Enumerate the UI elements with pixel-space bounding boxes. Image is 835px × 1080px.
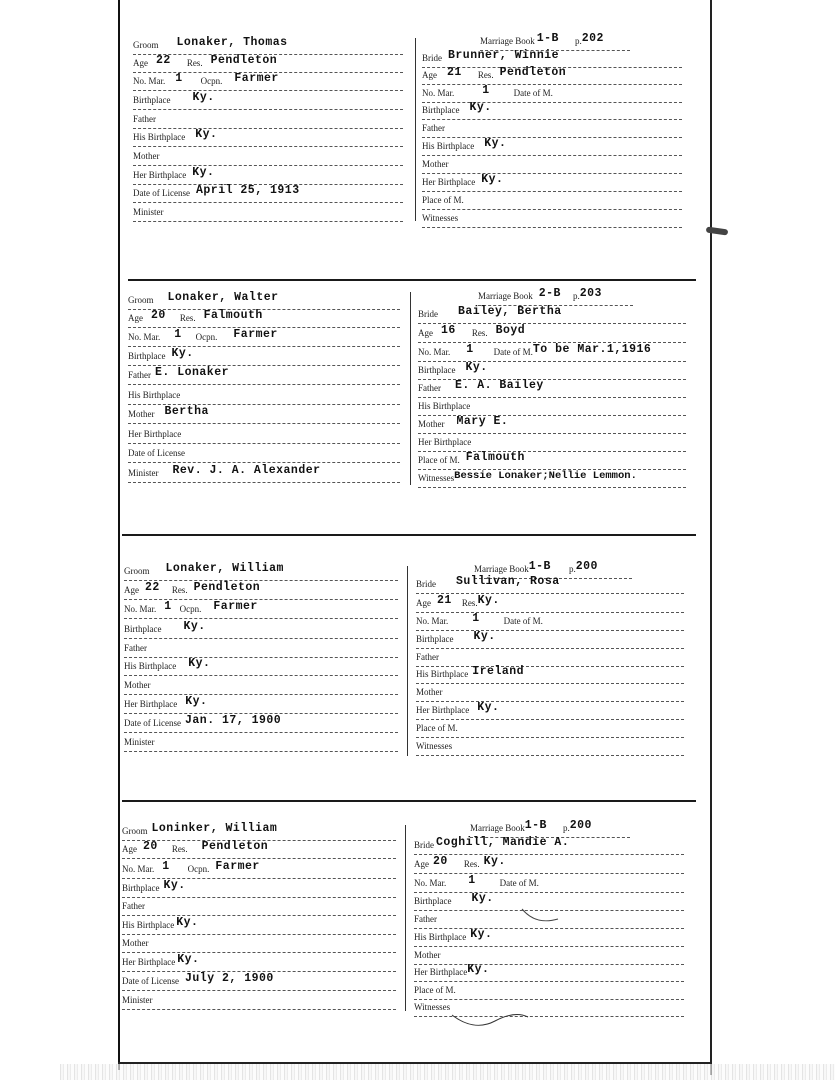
groom-age-res-line: Age 20 Res. Falmouth (128, 311, 400, 328)
bride-name: Sullivan, Rosa (456, 575, 560, 588)
bride-age-res-line: Age 20 Res. Ky. (414, 857, 684, 874)
bride-witnesses-line: Witnesses (414, 1000, 684, 1017)
groom-father: E. Lonaker (155, 366, 230, 379)
groom-date-of-license: April 25, 1913 (195, 184, 300, 197)
bride-her-birthplace-line: Her BirthplaceKy. (414, 965, 684, 982)
record-separator (122, 534, 696, 536)
bride-no-mar: 1 (472, 612, 480, 625)
marriage-book-number: 1-B (536, 32, 559, 45)
bride-his-birthplace: Ireland (472, 665, 525, 678)
bride-witnesses-line: WitnessesBessie Lonaker;Nellie Lemmon. (418, 471, 686, 488)
bride-age: 21 (447, 66, 462, 79)
bride-nomar-date-line: No. Mar. 1 Date of M. (422, 86, 682, 103)
groom-birthplace-line: Birthplace Ky. (133, 93, 403, 110)
record-separator (128, 279, 696, 281)
bride-place-of-m-line: Place of M. (416, 721, 684, 738)
groom-mother-line: Mother (122, 936, 396, 953)
groom-age-res-line: Age 20 Res. Pendleton (122, 842, 396, 859)
groom-father-line: Father (124, 641, 398, 658)
groom-name-line: Groom Lonaker, William (124, 564, 398, 581)
bride-place-of-m-line: Place of M. (414, 983, 684, 1000)
bride-father-line: Father (416, 650, 684, 667)
bride-his-birthplace-line: His Birthplace Ky. (414, 930, 684, 947)
groom-date-of-license: Jan. 17, 1900 (184, 714, 282, 727)
bride-birthplace-line: Birthplace Ky. (418, 363, 686, 380)
groom-ocpn: Farmer (234, 72, 279, 85)
bride-no-mar: 1 (482, 84, 490, 97)
groom-her-birthplace-line: Her Birthplace Ky. (122, 955, 396, 972)
bride-witnesses-line: Witnesses (416, 739, 684, 756)
pen-stroke-mark (450, 1005, 530, 1035)
bride-her-birthplace-line: Her Birthplace Ky. (422, 175, 682, 192)
marriage-book-page: 202 (581, 32, 604, 45)
bride-name-line: Bride Bailey, Bertha (418, 307, 686, 324)
bride-his-birthplace: Ky. (470, 928, 493, 941)
groom-ocpn: Farmer (215, 860, 260, 873)
groom-name-line: Groom Lonaker, Thomas (133, 38, 403, 55)
groom-birthplace: Ky. (171, 347, 194, 360)
groom-no-mar: 1 (162, 860, 170, 873)
column-divider (407, 566, 408, 756)
groom-nomar-ocpn-line: No. Mar. 1 Ocpn. Farmer (128, 330, 400, 347)
bride-age-res-line: Age 16 Res. Boyd (418, 326, 686, 343)
groom-no-mar: 1 (174, 328, 182, 341)
groom-license-line: Date of License July 2, 1900 (122, 974, 396, 991)
bride-res: Ky. (483, 855, 506, 868)
groom-his-birthplace: Ky. (195, 128, 218, 141)
groom-minister-line: Minister (122, 993, 396, 1010)
groom-age: 20 (151, 309, 166, 322)
groom-minister-line: Minister (124, 735, 398, 752)
groom-name: Lonaker, Thomas (176, 36, 288, 49)
page-edge-left (118, 0, 120, 1070)
bride-nomar-date-line: No. Mar. 1 Date of M. (416, 614, 684, 631)
bride-father: E. A. Bailey (455, 379, 544, 392)
bride-age-res-line: Age 21 Res. Pendleton (422, 68, 682, 85)
bride-name-line: Bride Brunner, Winnie (422, 51, 682, 68)
bride-name-line: Bride Coghill, Mandie A. (414, 838, 684, 855)
bride-his-birthplace-line: His Birthplace Ireland (416, 667, 684, 684)
record-separator (122, 800, 696, 802)
column-divider (405, 825, 406, 1011)
marriage-book-line: Marriage Book1-B p.200 (470, 821, 630, 838)
bride-res: Ky. (477, 594, 500, 607)
bride-date-of-m: To be Mar.1,1916 (532, 343, 652, 356)
groom-name: Lonaker, Walter (167, 291, 279, 304)
groom-no-mar: 1 (175, 72, 183, 85)
groom-no-mar: 1 (164, 600, 172, 613)
bride-place-of-m: Falmouth (465, 451, 525, 464)
groom-minister: Rev. J. A. Alexander (172, 464, 321, 477)
column-divider (410, 292, 411, 485)
bride-name: Bailey, Bertha (458, 305, 562, 318)
bride-name-line: Bride Sullivan, Rosa (416, 577, 684, 594)
bride-nomar-date-line: No. Mar. 1 Date of M. (414, 876, 684, 893)
groom-minister-line: Minister (133, 205, 403, 222)
groom-age: 22 (156, 54, 171, 67)
bride-birthplace-line: Birthplace Ky. (416, 632, 684, 649)
bride-birthplace: Ky. (469, 101, 492, 114)
bride-name: Coghill, Mandie A. (436, 836, 570, 849)
marriage-book-number: 2-B (538, 287, 561, 300)
bride-mother-line: Mother (422, 157, 682, 174)
groom-mother: Bertha (164, 405, 209, 418)
groom-age-res-line: Age 22 Res. Pendleton (133, 56, 403, 73)
groom-nomar-ocpn-line: No. Mar. 1 Ocpn. Farmer (133, 74, 403, 91)
bride-place-of-m-line: Place of M. (422, 193, 682, 210)
groom-birthplace-line: Birthplace Ky. (124, 622, 398, 639)
groom-license-line: Date of License (128, 446, 400, 463)
groom-license-line: Date of License Jan. 17, 1900 (124, 716, 398, 733)
groom-name: Lonaker, William (165, 562, 284, 575)
pen-stroke-mark (520, 905, 560, 925)
bride-witnesses-line: Witnesses (422, 211, 682, 228)
bride-age-res-line: Age 21 Res.Ky. (416, 596, 684, 613)
groom-res: Pendleton (201, 840, 269, 853)
bride-his-birthplace: Ky. (484, 137, 507, 150)
bride-her-birthplace: Ky. (481, 173, 504, 186)
groom-birthplace-line: Birthplace Ky. (122, 881, 396, 898)
groom-nomar-ocpn-line: No. Mar. 1 Ocpn. Farmer (124, 602, 398, 619)
marriage-book-line: Marriage Book 2-B p.203 (478, 289, 633, 306)
bride-res: Pendleton (499, 66, 567, 79)
bride-res: Boyd (495, 324, 526, 337)
bride-birthplace: Ky. (471, 892, 494, 905)
groom-his-birthplace: Ky. (188, 657, 211, 670)
scan-noise (60, 1064, 835, 1080)
bride-mother-line: Mother Mary E. (418, 417, 686, 434)
groom-birthplace: Ky. (183, 620, 206, 633)
groom-age: 22 (145, 581, 160, 594)
groom-mother-line: Mother Bertha (128, 407, 400, 424)
groom-his-birthplace-line: His Birthplace Ky. (133, 130, 403, 147)
bride-birthplace-line: Birthplace Ky. (414, 894, 684, 911)
bride-name: Brunner, Winnie (448, 49, 560, 62)
groom-minister-line: Minister Rev. J. A. Alexander (128, 466, 400, 483)
bride-father-line: Father (414, 912, 684, 929)
bride-father-line: Father (422, 121, 682, 138)
marriage-book-number: 1-B (528, 560, 551, 573)
groom-father-line: Father (122, 899, 396, 916)
groom-res: Falmouth (203, 309, 263, 322)
groom-date-of-license: July 2, 1900 (184, 972, 274, 985)
groom-her-birthplace: Ky. (192, 166, 215, 179)
groom-res: Pendleton (193, 581, 261, 594)
groom-age: 20 (143, 840, 158, 853)
groom-birthplace: Ky. (163, 879, 186, 892)
bride-her-birthplace-line: Her Birthplace Ky. (416, 703, 684, 720)
bride-birthplace: Ky. (465, 361, 488, 374)
marriage-book-page: 200 (569, 819, 592, 832)
marriage-book-line: Marriage Book 1-B p.202 (480, 34, 630, 51)
groom-father-line: Father (133, 112, 403, 129)
groom-nomar-ocpn-line: No. Mar. 1 Ocpn. Farmer (122, 862, 396, 879)
bride-father-line: Father E. A. Bailey (418, 381, 686, 398)
groom-her-birthplace: Ky. (185, 695, 208, 708)
bride-his-birthplace-line: His Birthplace Ky. (422, 139, 682, 156)
groom-name-line: Groom Lonaker, Walter (128, 293, 400, 310)
groom-his-birthplace-line: His Birthplace (128, 388, 400, 405)
groom-birthplace-line: Birthplace Ky. (128, 349, 400, 366)
groom-name: Loninker, William (151, 822, 278, 835)
bride-her-birthplace-line: Her Birthplace (418, 435, 686, 452)
bride-no-mar: 1 (466, 343, 474, 356)
groom-birthplace: Ky. (192, 91, 215, 104)
groom-mother-line: Mother (133, 149, 403, 166)
groom-her-birthplace-line: Her Birthplace Ky. (133, 168, 403, 185)
groom-ocpn: Farmer (213, 600, 258, 613)
groom-mother-line: Mother (124, 678, 398, 695)
groom-his-birthplace-line: His Birthplace Ky. (122, 918, 396, 935)
marriage-book-number: 1-B (524, 819, 547, 832)
groom-res: Pendleton (210, 54, 278, 67)
marriage-book-page: 200 (575, 560, 598, 573)
groom-her-birthplace-line: Her Birthplace (128, 427, 400, 444)
bride-age: 20 (433, 855, 448, 868)
groom-ocpn: Farmer (233, 328, 278, 341)
marriage-book-page: 203 (579, 287, 602, 300)
groom-his-birthplace: Ky. (176, 916, 199, 929)
column-divider (415, 38, 416, 221)
groom-father-line: Father E. Lonaker (128, 368, 400, 385)
bride-her-birthplace: Ky. (467, 963, 490, 976)
bride-mother-line: Mother (416, 685, 684, 702)
groom-her-birthplace: Ky. (177, 953, 200, 966)
bride-no-mar: 1 (468, 874, 476, 887)
bride-witnesses: Bessie Lonaker;Nellie Lemmon. (454, 470, 637, 482)
bride-age: 16 (441, 324, 456, 337)
bride-age: 21 (437, 594, 452, 607)
groom-her-birthplace-line: Her Birthplace Ky. (124, 697, 398, 714)
bride-mother: Mary E. (456, 415, 509, 428)
bride-nomar-date-line: No. Mar. 1 Date of M.To be Mar.1,1916 (418, 345, 686, 362)
groom-age-res-line: Age 22 Res. Pendleton (124, 583, 398, 600)
bride-birthplace: Ky. (473, 630, 496, 643)
groom-license-line: Date of License April 25, 1913 (133, 186, 403, 203)
groom-his-birthplace-line: His Birthplace Ky. (124, 659, 398, 676)
bride-his-birthplace-line: His Birthplace (418, 399, 686, 416)
marriage-book-line: Marriage Book1-B p.200 (474, 562, 632, 579)
page-edge-right (710, 0, 712, 1075)
bride-mother-line: Mother (414, 948, 684, 965)
bride-place-of-m-line: Place of M. Falmouth (418, 453, 686, 470)
bride-her-birthplace: Ky. (477, 701, 500, 714)
groom-name-line: Groom Loninker, William (122, 824, 396, 841)
bride-birthplace-line: Birthplace Ky. (422, 103, 682, 120)
